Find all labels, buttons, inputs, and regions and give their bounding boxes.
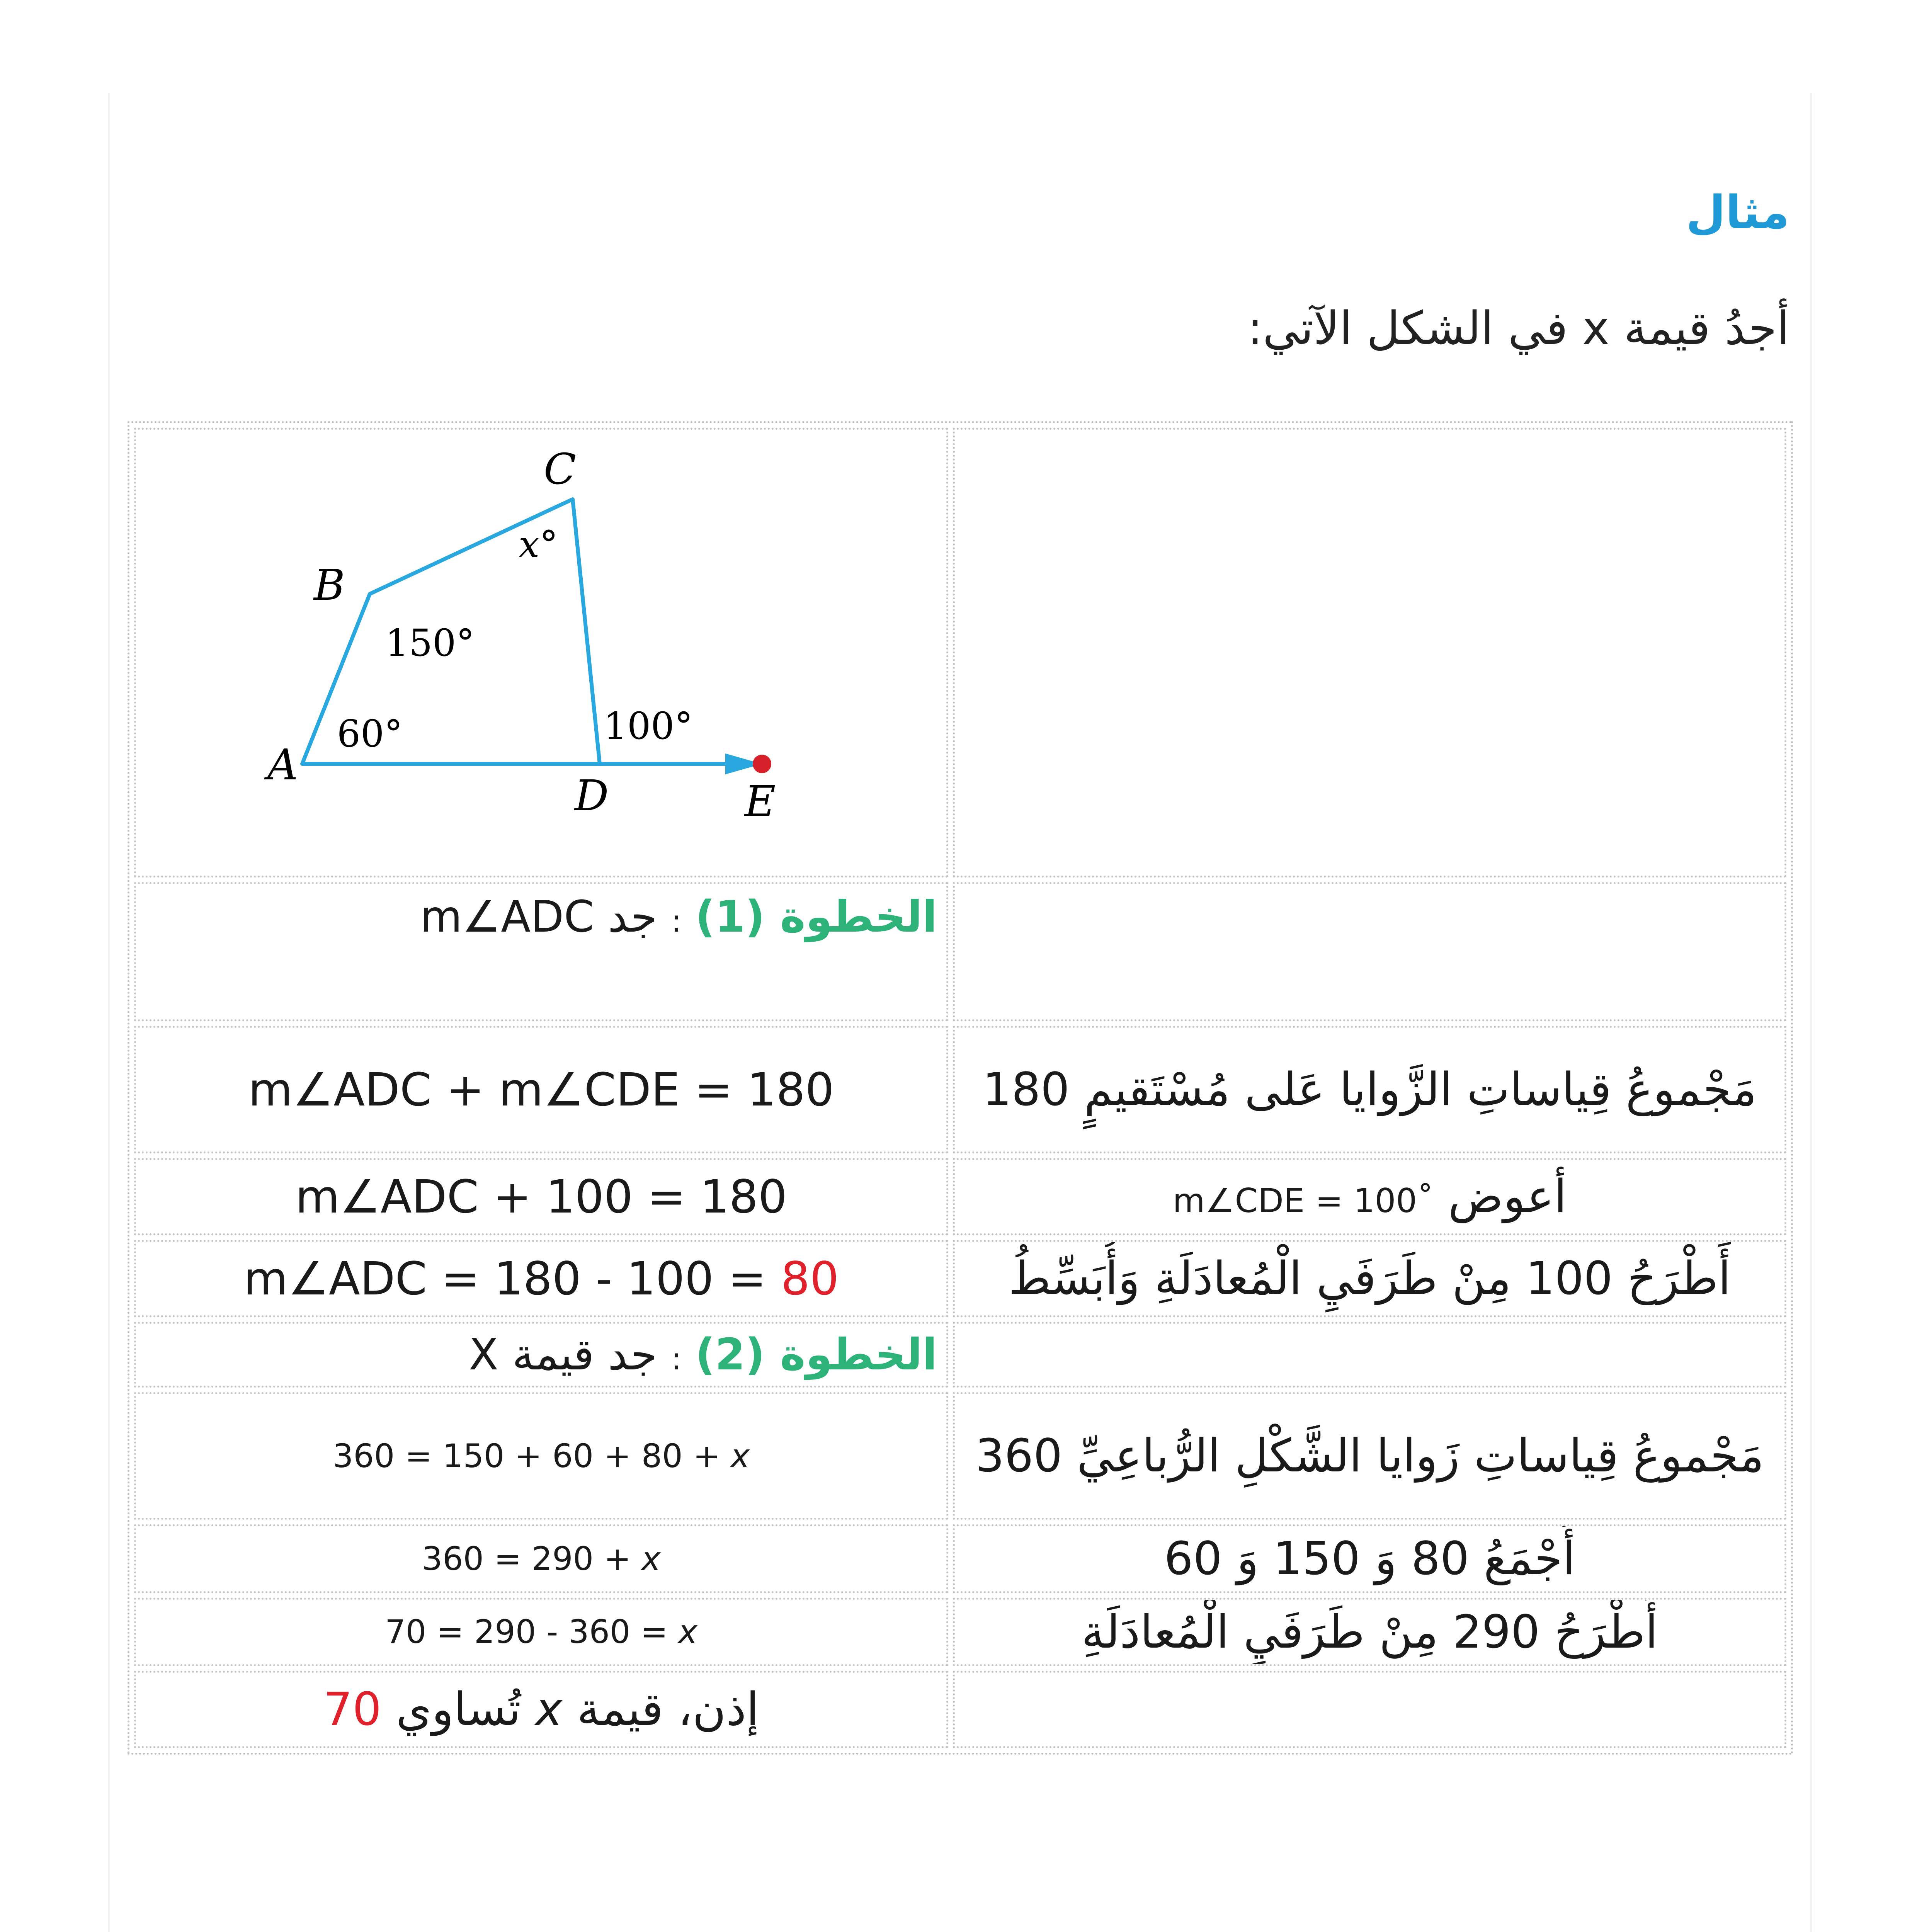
variable-x: x [641, 1539, 661, 1578]
table-row [134, 1392, 1786, 1520]
vertex-label-d: D [575, 771, 609, 820]
explanation-cell: مَجْموعُ قِياساتِ زَوايا الشَّكْلِ الرُّباعِيِّ 360 [953, 1392, 1786, 1520]
equation-text: 70 = 290 - 360 = [385, 1613, 679, 1651]
vertex-label-c: C [544, 444, 577, 494]
equation-cell [134, 1524, 948, 1593]
variable-x: x [678, 1613, 697, 1651]
explanation-cell: أَطْرَحُ 100 مِنْ طَرَفَيِ الْمُعادَلَةِ وَأُبَسِّطُ [953, 1240, 1786, 1317]
angle-c-label: x° [519, 523, 558, 566]
conclusion-cell [134, 1671, 948, 1748]
substitute-text [964, 1164, 1775, 1229]
explanation-cell: أَجْمَعُ 80 وَ 150 وَ 60 [953, 1524, 1786, 1593]
equation-text: 360 = 150 + 60 + 80 + [332, 1437, 731, 1475]
table-row [134, 1598, 1786, 1667]
solution-table [128, 421, 1793, 1755]
table-row [134, 1322, 1786, 1388]
example-heading: مثال [1686, 185, 1789, 239]
equation-cell [134, 1392, 948, 1520]
conclusion-text [145, 1677, 937, 1742]
explanation-cell [953, 1158, 1786, 1235]
figure-cell [134, 428, 948, 878]
conclusion-value: 70 [323, 1682, 382, 1736]
angle-d-label: 100° [604, 704, 693, 748]
conclusion-part-a: إذن، قيمة [577, 1682, 759, 1736]
table-row [134, 428, 1786, 878]
variable-x: x [535, 1682, 563, 1736]
conclusion-part-b: تُساوي [396, 1682, 521, 1736]
step1-cell [134, 882, 948, 1021]
table-row [134, 882, 1786, 1021]
step1-label: الخطوة (1) [695, 892, 937, 942]
table-row [134, 1158, 1786, 1235]
empty-cell [953, 882, 1786, 1021]
equation-text: 360 = 290 + [422, 1539, 641, 1578]
quadrilateral-figure [136, 430, 920, 874]
empty-cell [953, 1671, 1786, 1748]
angle-a-label: 60° [337, 712, 403, 755]
explanation-cell: أَطْرَحُ 290 مِنْ طَرَفَيِ الْمُعادَلَةِ [953, 1598, 1786, 1667]
table-row [134, 1524, 1786, 1593]
step2-colon: : [671, 1341, 682, 1377]
table-row [134, 1240, 1786, 1317]
step2-cell [134, 1322, 948, 1388]
substitute-word: أعوض [1448, 1170, 1567, 1223]
equation-cell: m∠ADC + m∠CDE = 180 [134, 1026, 948, 1153]
equation-text: m∠ADC = 180 - 100 = [243, 1252, 767, 1305]
vertex-label-a: A [267, 740, 298, 789]
angle-b-label: 150° [385, 621, 475, 665]
explanation-cell: مَجْموعُ قِياساتِ الزَّوايا عَلى مُسْتَقيمٍ 180 [953, 1026, 1786, 1153]
vertex-label-e: E [745, 777, 776, 826]
empty-cell [953, 1322, 1786, 1388]
step1-heading [145, 892, 937, 942]
step2-text: جد قيمة X [469, 1330, 658, 1380]
table-row [134, 1671, 1786, 1748]
page-border-left [108, 93, 110, 1932]
equation-cell [134, 1240, 948, 1317]
substitute-equation: m∠CDE = 100˚ [1172, 1182, 1434, 1221]
equation-cell: m∠ADC + 100 = 180 [134, 1158, 948, 1235]
step2-label: الخطوة (2) [695, 1330, 937, 1380]
step1-colon: : [671, 903, 682, 939]
result-value: 80 [781, 1252, 839, 1305]
vertex-label-b: B [314, 560, 345, 610]
variable-x: x [730, 1437, 750, 1475]
step2-heading [145, 1330, 937, 1380]
page-border-right [1810, 93, 1812, 1932]
empty-cell [953, 428, 1786, 878]
step1-text: جد m∠ADC [420, 892, 658, 942]
question-text: أجدُ قيمة x في الشكل الآتي: [1247, 301, 1789, 355]
table-row [134, 1026, 1786, 1153]
equation-cell [134, 1598, 948, 1667]
point-e [753, 755, 771, 773]
